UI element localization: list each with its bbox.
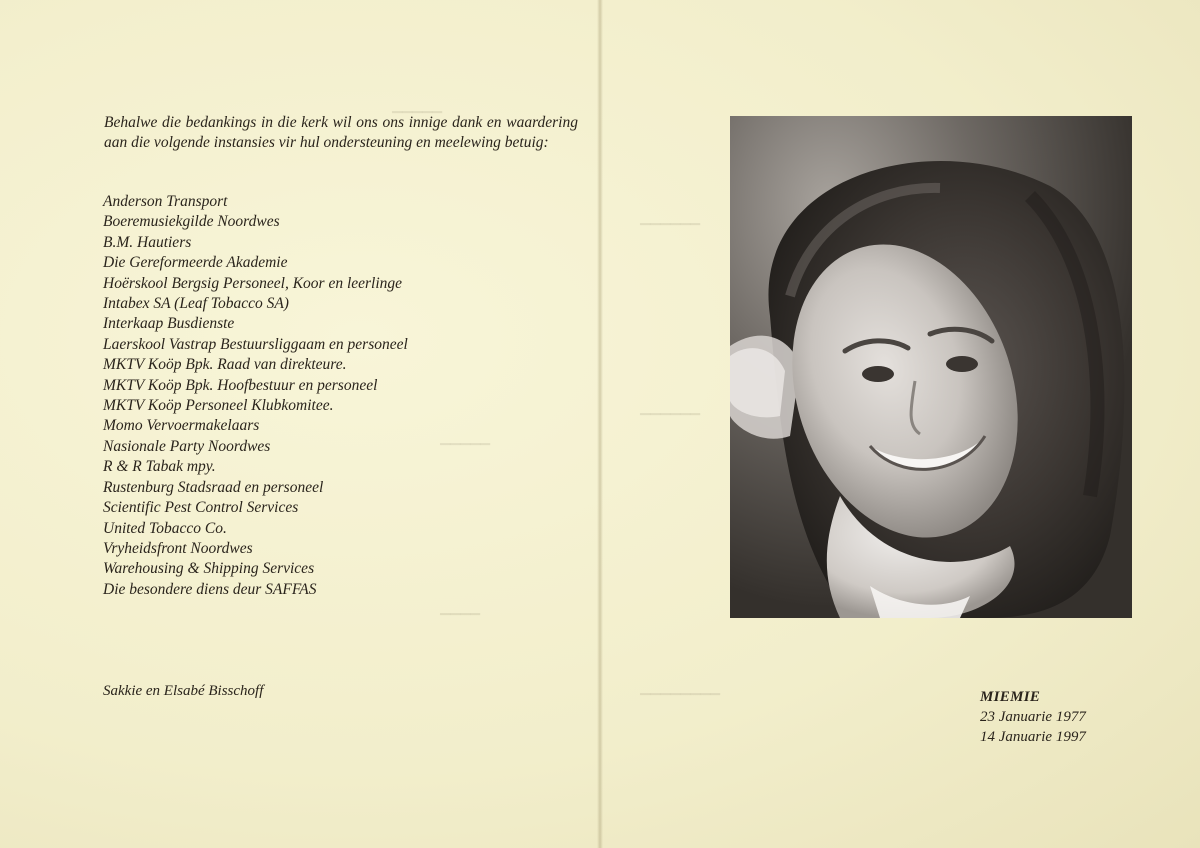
list-item: United Tobacco Co. (103, 519, 227, 537)
sponsor-list (103, 192, 408, 600)
list-item: Rustenburg Stadsraad en personeel (103, 478, 324, 496)
death-date: 14 Januarie 1997 (980, 729, 1086, 745)
bleed-through-mark: ▁▁▁▁▁▁ (640, 210, 700, 225)
list-item: Die besondere diens deur SAFFAS (103, 580, 317, 598)
deceased-name: MIEMIE (980, 689, 1041, 705)
bleed-through-mark: ▁▁▁▁▁ (440, 430, 490, 445)
bleed-through-mark: ▁▁▁▁▁▁▁▁ (640, 680, 720, 695)
list-item: B.M. Hautiers (103, 233, 192, 251)
list-item: Vryheidsfront Noordwes (103, 539, 253, 557)
bleed-through-mark: ▁▁▁▁▁ (392, 98, 442, 113)
right-page (600, 0, 1200, 848)
list-item: Anderson Transport (103, 193, 228, 210)
list-item: Scientific Pest Control Services (103, 499, 299, 517)
list-item: Interkaap Busdienste (103, 315, 235, 333)
list-item: Laerskool Vastrap Bestuursliggaam en personeel (103, 335, 408, 353)
portrait-photo (730, 116, 1132, 618)
list-item: MKTV Koöp Bpk. Hoofbestuur en personeel (103, 376, 378, 394)
list-item: Warehousing & Shipping Services (103, 560, 315, 578)
list-item: MKTV Koöp Bpk. Raad van direkteure. (103, 356, 347, 374)
list-item: Intabex SA (Leaf Tobacco SA) (103, 295, 289, 313)
list-item: Die Gereformeerde Akademie (103, 254, 288, 272)
list-item: Boeremusiekgilde Noordwes (103, 213, 280, 231)
signature: Sakkie en Elsabé Bisschoff (103, 683, 264, 699)
list-item: R & R Tabak mpy. (103, 458, 216, 476)
list-item: Hoërskool Bergsig Personeel, Koor en leerlinge (103, 274, 403, 292)
birth-date: 23 Januarie 1977 (980, 709, 1086, 725)
list-item: MKTV Koöp Personeel Klubkomitee. (103, 397, 334, 415)
memorial-caption (980, 687, 1086, 747)
bleed-through-mark: ▁▁▁▁▁▁ (640, 400, 700, 415)
list-item: Momo Vervoermakelaars (103, 417, 260, 435)
portrait-image (730, 116, 1132, 618)
thanks-intro: Behalwe die bedankings in die kerk wil ons ons innige dank en waardering aan die volgende instansies vir hul ondersteuning en meelewing betuig: (104, 114, 578, 151)
list-item: Nasionale Party Noordwes (103, 437, 271, 455)
bleed-through-mark: ▁▁▁▁ (440, 600, 480, 615)
